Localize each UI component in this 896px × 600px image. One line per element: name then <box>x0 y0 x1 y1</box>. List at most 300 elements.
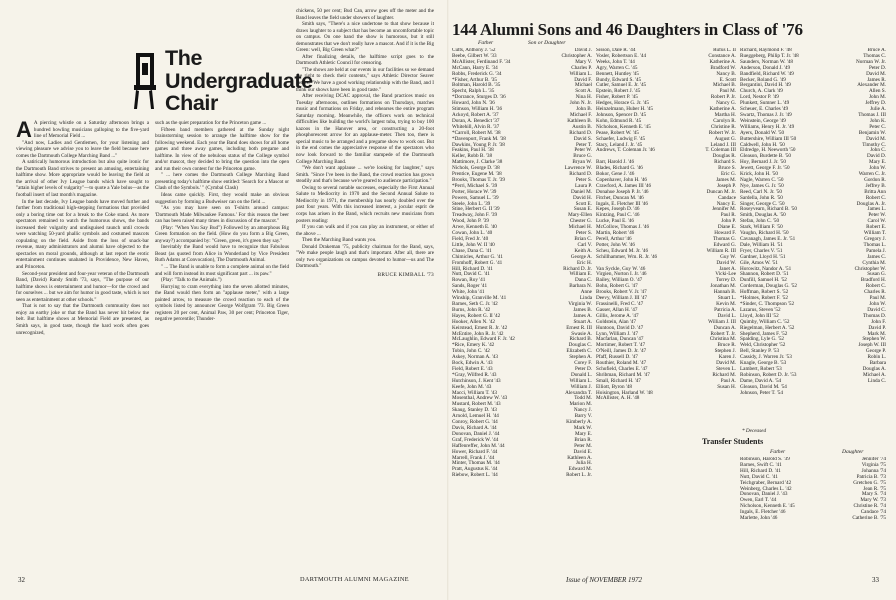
father-entry: Small, Richard H. '47 <box>596 377 641 384</box>
article-paragraph: " ... The Band is unable to form a complete animal on the field and will form instead its most significant part ... its paw." <box>155 264 289 277</box>
father-entry: Bell, Stanley P. '53 <box>740 348 780 355</box>
father-entry: Gillis, Jerome A. '47 <box>596 312 639 319</box>
child-entry: Eric G. <box>721 171 736 178</box>
father-entry: McLaughlin, Edward F. Jr. '42 <box>452 336 515 343</box>
child-entry: Nancy G. <box>716 100 736 107</box>
child-entry: James B. <box>573 306 592 313</box>
father-entry: Stark, William F. '50 <box>740 224 783 231</box>
father-entry: Deevy, William J. III '47 <box>596 295 648 302</box>
child-entry: David M. <box>866 135 886 142</box>
father-entry: Porter, Horace W. '39 <box>452 188 497 195</box>
father-entry: Wood, John P. '39 <box>452 218 489 225</box>
child-entry: Virginia W. <box>568 300 592 307</box>
father-entry: *Dorrance, Sturges D. '36 <box>452 94 506 101</box>
child-entry: James M. <box>716 176 736 183</box>
article-column-3 <box>296 8 434 568</box>
transfer-father-entry: Teichgraber, Bernard '42 <box>740 479 792 486</box>
child-entry: Thomas L. <box>863 241 886 248</box>
child-entry: Candace <box>718 194 736 201</box>
father-entry: Powers, Samuel L. '39 <box>452 194 499 201</box>
child-entry: Stuart L. <box>717 295 736 302</box>
child-entry: Bruce G. <box>573 153 592 160</box>
child-entry: Mark M. <box>867 330 886 337</box>
child-entry: James R. <box>867 76 886 83</box>
father-entry: Cowan, John L. '40 <box>452 230 493 237</box>
father-entry: Prentice, Eugene M. '38 <box>452 171 502 178</box>
father-entry: Nicholson, Kenneth E. '45 <box>596 123 651 130</box>
father-entry: Nagle, Warren C. '50 <box>740 176 784 183</box>
father-entry: Davis, Richard A. '44 <box>452 425 497 431</box>
child-entry: Todd M. <box>574 395 592 402</box>
child-entry: David C. <box>867 306 886 313</box>
father-entry: Chase, Dana C. '41 <box>452 247 492 254</box>
child-entry: Guy W. <box>720 253 736 260</box>
father-entry: Agry, Warren C. '45 <box>596 64 638 71</box>
father-entry: Boltman, Harold B. '35 <box>452 82 501 89</box>
child-entry: Nina H. <box>575 94 592 101</box>
father-column-header: Father <box>478 40 494 46</box>
child-entry: Robert P. Jr. <box>710 94 736 101</box>
father-entry: Fitchet, Duncan M. '46 <box>596 194 644 201</box>
child-entry: Peter D. <box>869 64 886 71</box>
article-paragraph: " ... here comes the Dartmouth College Marching Band presenting today's halftime show entitled: 'Search for a Mascot or Clash of the Symbols.' " (Cymbal Clash) <box>155 172 289 192</box>
child-entry: Paul A. <box>720 377 736 384</box>
father-entry: Burns, John R. '42 <box>452 306 491 313</box>
child-entry: Daniel M. <box>570 188 592 195</box>
child-entry: Peter W. <box>868 212 886 219</box>
father-entry: Cutts, Anthony J. '52 <box>452 48 496 53</box>
father-entry: Dunfill, Samuel H. '52 <box>740 277 787 284</box>
child-entry: Steven L. <box>716 365 736 372</box>
father-entry: Donahue Joseph P. Jr. '46 <box>596 188 649 195</box>
father-entry: Williams, Henry H. Jr. '49 <box>740 123 795 130</box>
child-entry: Michael A. <box>862 371 886 378</box>
child-entry: Thomas D. <box>862 312 886 319</box>
transfer-daughter-entry: Patricia B. '73 <box>856 473 886 480</box>
child-entry: Douglas A. <box>862 365 886 372</box>
father-entry: Gleason, David M. '54 <box>740 383 787 390</box>
father-entry: Robinson, Robert D. Jr. '53 <box>740 371 797 378</box>
father-entry: Little, John W. II '40 <box>452 241 495 248</box>
article-paragraph: Owing to several notable successes, especially the First Annual Salute to Mediocrity in 1970 and the Second Annual Salute to Mediocrity in 1971, the membership has nearly doubled over the past four years. With this increased interest, a jocular esprit de corps has arisen in the Band, which recruits new musicians from posters reading: <box>296 184 434 224</box>
article-paragraph: (Play: "When You Say Bud") Followed by an amorphous Big Green formation on the field. (How do you form a Big Green, anyway?) accompanied by: "Green, green, it's green they say." <box>155 224 289 244</box>
article-paragraph: Then the Marching Band wants you. <box>302 237 377 244</box>
list-headline: 144 Alumni Sons and 46 Daughters in Class of '76 <box>452 20 803 39</box>
article-paragraph: "The shows are held at our events in our facilities so we demand the right to check their contents," says Athletic Director Seaver Peters. "We have a good working relationship with the Band, and I think our shows have been in good taste." <box>296 66 434 93</box>
father-entry: Huntoon, David D. '47 <box>596 324 644 331</box>
child-entry: Robert C. <box>865 194 886 201</box>
child-entry: August G. <box>714 135 736 142</box>
transfer-father-entry: Donovan, Daniel J. '43 <box>740 491 788 498</box>
father-entry: Hoy, Bernard J. Jr. '50 <box>740 159 786 166</box>
child-entry: T. Coleman III <box>705 147 736 154</box>
father-entry: Nye, James G. Jr. '50 <box>740 182 784 189</box>
child-entry: Christina M. <box>709 336 736 343</box>
child-entry: Gordon R. <box>864 176 886 183</box>
transfer-daughters-list <box>830 457 886 572</box>
father-entry: Pease, Robert W. '45 <box>596 129 639 136</box>
children-list-1 <box>532 48 592 570</box>
father-entry: Quimby, William C. '52 <box>740 318 790 325</box>
child-entry: Bruce A. <box>867 48 886 53</box>
deceased-note: * Deceased <box>742 428 767 434</box>
father-entry: Fisher, Robert P. '45 <box>596 94 638 101</box>
father-entry: Graf, Frederick W. '44 <box>452 436 499 443</box>
father-entry: Dawkins, Young P. Jr. '38 <box>452 141 505 148</box>
father-entry: Brooks, Thomas T. Jr. '39 <box>452 176 505 183</box>
father-entry: Johnson, Spencer D. '45 <box>596 111 647 118</box>
father-entry: Barnes, Seth C. Jr. '42 <box>452 300 498 307</box>
issue-date: Issue of NOVEMBER 1972 <box>566 576 643 584</box>
father-entry: Ayers, Donald W. '50 <box>740 129 785 136</box>
article-paragraph: After finalizing details, the halftime script goes to the Dartmouth Athletic Council for censoring. <box>296 53 434 67</box>
child-entry: Janet A. <box>719 265 736 272</box>
father-entry: Hower, Richard F. '44 <box>452 448 498 455</box>
transfer-father-entry: Ingals, E. Fletcher '46 <box>740 509 786 516</box>
father-entry: Swartz, Thomas J. Jr. '49 <box>740 111 792 118</box>
child-entry: William J. III <box>708 318 736 325</box>
child-entry: David S. <box>573 135 592 142</box>
child-entry: Mary E. <box>575 430 592 437</box>
father-entry: O'Neill, James D. Jr. '47 <box>596 348 647 355</box>
father-entry: Plunkett, Sumner L. '49 <box>740 100 790 107</box>
father-entry: Dale, William H. '51 <box>740 241 783 248</box>
father-entry: Bailey, William O. '47 <box>596 277 643 284</box>
child-entry: Kimberly A. <box>566 419 592 426</box>
child-entry: Carolyn R. <box>713 117 736 124</box>
father-entry: Blades, Richard G. '46 <box>596 165 643 172</box>
child-entry: Susan E. <box>573 206 592 213</box>
father-entry: Stacy, Leland J. Jr. '45 <box>596 141 643 148</box>
father-entry: Caldwell, John H. '50 <box>740 141 785 148</box>
child-entry: Marion M. <box>569 401 592 408</box>
transfer-daughter-entry: Jean R. '75 <box>863 485 886 492</box>
child-entry: Elizabeth C. <box>566 348 592 355</box>
child-entry: Michael F. <box>569 111 592 118</box>
transfer-daughter-entry: Christine R. '74 <box>853 503 886 510</box>
transfer-father-entry: Nutt, David C. '41 <box>740 473 778 480</box>
father-entry: Vosler, Robertson E. '44 <box>596 52 647 59</box>
father-entry: Virgien, Norton I. Jr. '46 <box>596 271 647 278</box>
child-entry: Eric H. <box>577 259 592 266</box>
child-entry: David L. <box>717 312 736 319</box>
child-entry: Richard M. <box>712 371 736 378</box>
child-entry: Bradford H. <box>860 277 886 284</box>
child-entry: Jonathan M. <box>710 283 736 290</box>
father-entry: Winship, Granville M. '41 <box>452 295 507 302</box>
publication-name: DARTMOUTH ALUMNI MAGAZINE <box>300 576 409 583</box>
child-entry: Bryan W. <box>572 159 592 166</box>
child-entry: Brian C. <box>574 236 592 242</box>
father-entry: Pfaff, Russell D. '47 <box>596 354 638 361</box>
child-entry: Mary E. <box>869 159 886 166</box>
child-entry: Ernest R. III <box>566 324 592 331</box>
child-entry: Barbara <box>869 360 886 367</box>
father-entry: Spalding, Lyle G. '52 <box>740 336 785 343</box>
father-entry: Bock, Edwin A. '43 <box>452 360 493 367</box>
father-entry: Robbs, Frederick G. '34 <box>452 70 502 77</box>
father-entry: Minter, Thomas M. '44 <box>452 460 500 467</box>
article-paragraph: Fifteen band members gathered at the Sunday night brainstorming session to arrange the halftime show for the following weekend. Each year the Band does shows for all home games and three away games, including both pregame and halftime. In view of the nebulous status of the College symbol and/or mascot, they decided to bring the question into the open and run their own contest for the Princeton game. <box>155 126 289 172</box>
child-entry: Stephen J. <box>714 348 736 355</box>
child-entry: Vicki-Lee <box>715 271 736 278</box>
father-entry: Sardella, John R. '50 <box>740 194 783 201</box>
child-entry: Bruce S. <box>718 165 736 172</box>
father-entry: Cavanagh, James E. Jr. '51 <box>740 236 796 242</box>
father-entry: Keller, Robb B. '38 <box>452 153 493 160</box>
father-entry: Weld, Christopher '52 <box>740 342 786 349</box>
child-entry: William J. <box>570 383 592 390</box>
article-paragraph: That is not to say that the Dartmouth community does not enjoy an earthy joke or that the Band has never hit below the belt. But halftime shows at Memorial Field are presented, as Smith says, in good taste, though the hard work often goes unrecognized, <box>16 303 149 336</box>
father-entry: Pratt, Augustus K. '44 <box>452 466 498 473</box>
child-entry: Michael <box>575 82 592 89</box>
child-entry: Leland J. III <box>710 141 736 148</box>
father-entry: Hoisington, Harland W. '48 <box>596 389 653 396</box>
page-title: The Undergraduate Chair <box>165 46 313 115</box>
child-entry: George P. <box>865 348 886 355</box>
father-entry: Hooker, Allen N. '42 <box>452 318 495 325</box>
child-entry: Bradford W. <box>710 64 736 71</box>
child-entry: David W. <box>716 259 736 266</box>
child-entry: John K. <box>869 117 886 124</box>
child-entry: David M. <box>866 70 886 77</box>
transfer-daughter-entry: Gretchen G. '75 <box>853 479 886 486</box>
child-entry: Barry V. <box>574 413 592 420</box>
father-entry: Church, A. Clark '49 <box>740 88 783 95</box>
father-entry: Bokor, Gene J. '46 <box>596 171 635 178</box>
father-entry: Anderson, Donald J. '49 <box>740 64 791 71</box>
child-entry: Mary V. <box>575 58 592 65</box>
child-entry: Kathleen A. <box>567 454 592 461</box>
father-entry: Tobin, John C. '42 <box>452 348 490 355</box>
father-entry: Stine, Herbert G. II '39 <box>452 206 500 213</box>
father-entry: Mosenthal, Andrew W. '43 <box>452 395 508 402</box>
child-entry: John M. <box>868 94 886 101</box>
father-entry: Bundy, Edward S. '45 <box>596 76 642 83</box>
children-list-3 <box>828 48 886 433</box>
father-entry: Mustard, Robert M. '43 <box>452 401 501 408</box>
father-entry: Lloyd, John III '52 <box>740 312 779 319</box>
father-entry: Ackoyd, Robert A. '37 <box>452 111 499 118</box>
child-entry: Austin B. <box>572 123 592 130</box>
child-entry: John N. Jr. <box>569 100 592 107</box>
child-entry: Katherine A. <box>709 106 736 113</box>
father-entry: Field, Robert E. '43 <box>452 365 493 372</box>
child-entry: Joseph P. <box>716 182 736 189</box>
child-entry: Britta Ann <box>864 188 886 195</box>
child-entry: James L. <box>867 206 886 213</box>
article-paragraph: In the last decade, Ivy League bands have moved further and further from traditional high-stepping formations that provided only a boring time out for a break to the Coke stand. As more spectators remained to watch the humorous shows, the bands increased their vulgarity and undisguised raunch until crowds were watching 50-yard phallic symbols and costumed mascots copulating on the field. Aside from the loss of snack-bar revenue, many administrators and alumni have objected to the spectacles on moral grounds, although at last report the erotic entertainment continues unabated in Providence, New Haven, and Princeton. <box>16 198 149 271</box>
father-entry: Kintzing, Paul C. '46 <box>596 212 640 219</box>
father-entry: *Holmes, Robert F. '52 <box>740 295 788 302</box>
child-entry: James C. <box>867 253 886 260</box>
child-entry: David F. <box>574 76 592 83</box>
father-entry: Gleason, Burdette B. '50 <box>740 153 791 160</box>
transfer-father-entry: Barnes, Swift C. '41 <box>740 461 782 468</box>
child-entry: Bruce R. <box>717 342 736 349</box>
father-entry: Smith, Douglas A. '50 <box>740 212 786 219</box>
child-entry: Nancy E. <box>716 200 736 207</box>
father-entry: Chimicles, Arthur G. '41 <box>452 253 503 260</box>
child-entry: Karen J. <box>718 354 736 361</box>
transfer-daughter-entry: Catherine B. '75 <box>852 515 886 522</box>
child-entry: Charles P. <box>571 64 592 71</box>
child-entry: Cynthia M. <box>862 259 886 266</box>
child-entry: Paul M. <box>869 295 886 302</box>
child-entry: Kathleen B. <box>567 117 592 124</box>
child-entry: Joseph W. III <box>858 342 886 349</box>
children-list-2 <box>674 48 736 570</box>
child-entry: Norman W. Jr. <box>856 58 886 65</box>
father-entry: Scheuer, E. Charles '49 <box>740 106 789 113</box>
child-entry: David H. <box>572 194 592 201</box>
article-paragraph: "And now, Ladies and Gentlemen, for your listening and viewing pleasure we advise you to leave the field because here comes the Dartmouth College Marching Band ..." <box>16 139 149 159</box>
child-entry: William L. <box>569 70 592 77</box>
father-entry: Riegelman, Herbert A. '52 <box>740 324 795 331</box>
child-entry: Susan G. <box>867 271 886 278</box>
father-entry: Gasser, Allan H. '47 <box>596 306 638 313</box>
child-entry: John C. <box>870 147 886 154</box>
father-entry: Potter, John W. '46 <box>596 241 635 248</box>
father-entry: Fromhoff, Robert G. '41 <box>452 259 503 266</box>
article-paragraph: A A piercing whistle on a Saturday afternoon brings a hundred howling musicians galloping to the five-yard line of Memorial Field ... <box>16 120 149 142</box>
child-entry: Douglas A. Jr. <box>856 200 886 207</box>
father-entry: Lucke, Paul E. '46 <box>596 218 634 225</box>
child-entry: Peter W. <box>574 147 592 154</box>
father-entry: Gile, Amos W. '51 <box>740 259 778 266</box>
father-entry: Fryer, Charles V. '51 <box>740 247 783 254</box>
father-entry: Mattimore, J. Clarke '38 <box>452 159 503 166</box>
father-entry: Lazarus, Steven '52 <box>740 306 781 313</box>
father-entry: *Fisher, Arthur B. '35 <box>452 76 497 83</box>
father-entry: Haffenreffer, John M. '44 <box>452 442 505 449</box>
child-entry: Patricia A. <box>714 306 736 313</box>
father-entry: McAllister, Ferdinand F. '34 <box>452 58 511 65</box>
child-entry: Mark W. <box>573 425 592 431</box>
child-entry: Warren C. Jr. <box>858 171 886 178</box>
father-entry: *Davenport, Frank M. '38 <box>452 135 506 142</box>
father-entry: Barr, Harold J. '46 <box>596 159 635 166</box>
father-entry: Macfarlan, Duncan '47 <box>596 336 644 343</box>
transfer-daughter-entry: Johanna '74 <box>861 467 886 474</box>
father-entry: Keefe, John M. '43 <box>452 383 492 390</box>
child-entry: Thomas C. <box>863 52 886 59</box>
child-entry: Peter C. <box>869 123 886 130</box>
child-entry: Linda <box>579 295 592 302</box>
child-entry: Rufus L. II <box>713 48 736 53</box>
child-entry: William L. <box>569 377 592 384</box>
father-entry: Horowitz, Nandor A. '51 <box>740 265 792 272</box>
father-entry: Specht, Ralph L. '35 <box>452 88 495 95</box>
child-entry: Benjamin W. <box>858 129 886 136</box>
child-entry: William R. III <box>706 247 736 254</box>
child-entry: David D. <box>866 153 886 160</box>
child-entry: Christopher A. <box>561 52 592 59</box>
father-entry: Rueggeberg, Philip T. Jr. '48 <box>740 52 799 59</box>
child-entry: William E. <box>569 271 592 278</box>
father-entry: Bandfield, Richard W. '49 <box>740 70 794 77</box>
child-entry: Robert W. Jr. <box>708 129 736 136</box>
father-entry: Bennett, Huntley '45 <box>596 70 639 77</box>
article-paragraph: Hurrying to cram everything into the seven allotted minutes, the Band would then form an "applause meter," with a large painted arrow, to measure the crowd reaction to each of the symbols listed by announcer George Wolfgram '73. Big Green registers 20 per cent, Animal Paw, 30 per cent; Princeton Tiger, negative percentile; Thunder- <box>155 283 289 323</box>
child-entry: John P. <box>721 218 736 225</box>
child-entry: Keith A. <box>574 247 592 254</box>
child-entry: Peter D. <box>575 365 592 372</box>
father-entry: Crawford, A. James III '46 <box>596 182 652 189</box>
child-entry: Paul M. <box>719 88 736 95</box>
father-entry: Keirstead, Ernest R. Jr. '42 <box>452 324 508 331</box>
child-entry: Julie A. <box>870 106 886 113</box>
child-entry: Richard S. <box>714 159 736 166</box>
father-entry: Reed, Carl N. Jr. '50 <box>740 188 782 195</box>
father-entry: McAllister, A. H. '48 <box>596 395 640 402</box>
child-entry: James A. <box>573 312 592 319</box>
child-entry: Richard D. <box>569 171 592 178</box>
article-paragraph: Smith says, "There's a nice undertone to that show because it draws laughter to a subject that has become an uncomfortable topic on campus. On one hand the show is humorous, but it still demonstrates that we don't really have a mascot. And if it is the Big Green: well, Big Green what?" <box>296 21 434 54</box>
child-entry: Robert L. Jr. <box>566 472 592 479</box>
page-number-left: 32 <box>18 576 25 584</box>
father-entry: Cutler, Samuel E. Jr. '45 <box>596 82 647 89</box>
father-entry: Feakins, Paul H. '38 <box>452 147 494 154</box>
father-entry: Arwe, Kenneth E. '40 <box>452 224 497 231</box>
transfer-daughter-header: Daughter <box>842 449 864 455</box>
child-entry: Alexandra T. <box>565 389 592 396</box>
child-entry: George A. <box>570 253 592 260</box>
child-entry: John W. <box>869 300 886 307</box>
father-entry: Beebe, Gilbert W. '33 <box>452 52 497 59</box>
child-entry: Laura P. <box>575 182 592 189</box>
child-entry: Carol W. <box>867 218 886 225</box>
transfer-father-entry: Owen, Earl T. '44 <box>740 497 777 504</box>
child-entry: Thomas J. III <box>858 111 886 118</box>
transfer-daughter-entry: Jennifer '74 <box>861 457 886 462</box>
child-entry: Allen S. <box>868 88 886 95</box>
father-entry: Field, Fred Jr. '40 <box>452 236 489 242</box>
father-entry: Vaughn, Richard H. '50 <box>740 230 789 237</box>
father-entry: Stimson, William H. '36 <box>452 106 503 113</box>
father-entry: Richard, Raymond F. '48 <box>740 48 792 53</box>
child-entry: Martha H. <box>714 111 736 118</box>
father-entry: Conroy, Robert G. '44 <box>452 419 498 426</box>
transfer-father-entry: Marlette, John '46 <box>740 515 778 522</box>
child-entry: Chester G. <box>569 218 592 225</box>
article-paragraph: Second-year president and four-year veteran of the Dartmouth Band, (David) Randy Smith '73, says, "The purpose of our halftime shows is entertainment and humor—for the crowd and for ourselves ... but we aim for humor in good taste, which is not seen as entertainment at other schools." <box>16 270 149 303</box>
child-entry: Donald L. <box>570 371 592 378</box>
father-entry: Hill, Richard D. '41 <box>452 265 493 272</box>
father-entry: Rowan, Roy '41 <box>452 277 486 284</box>
child-entry: Peter M. <box>574 442 592 449</box>
father-entry: Hedges, Horace G. Jr. '45 <box>596 100 649 107</box>
article-column-2 <box>155 120 289 568</box>
article-paragraph: If you can walk and if you can play an instrument, or either of the above ... <box>296 224 434 237</box>
father-entry: Stefan, John C. '50 <box>740 218 780 225</box>
page-gutter <box>447 0 449 600</box>
transfer-father-entry: Hill, Richard D. '41 <box>740 467 781 474</box>
father-entry: Hayes, Robert G. II '42 <box>452 312 501 319</box>
father-entry: Schaefer, Ludwig F. '45 <box>596 135 646 142</box>
child-entry: Gregory J. <box>864 236 886 242</box>
father-entry: Cassidy, J. Warren Jr. '53 <box>740 354 792 361</box>
child-entry: David E. <box>573 448 592 455</box>
article-paragraph: such as the quiet preparation for the Princeton game ... <box>155 120 267 126</box>
transfer-daughter-entry: Mary W. '73 <box>860 497 886 504</box>
transfer-father-entry: Robinson, Harold S. '39 <box>740 457 790 462</box>
father-entry: *Perri, Michael S. '39 <box>452 182 498 189</box>
father-entry: Johnson, Peter T. '54 <box>740 389 783 396</box>
child-entry: Edward G. <box>713 241 736 248</box>
father-entry: McCann, Harry E. '34 <box>452 64 498 71</box>
father-entry: Frassinelli, Fred C. '47 <box>596 300 644 307</box>
